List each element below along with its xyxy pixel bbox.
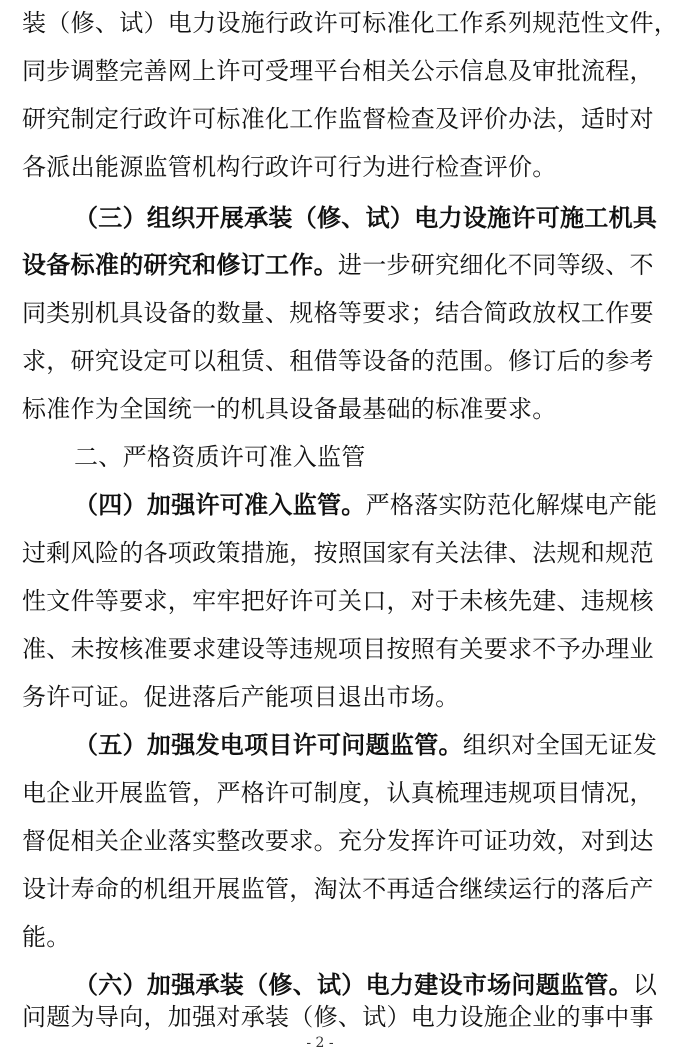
body-line bbox=[22, 826, 654, 856]
heading-text: （四）加强许可准入监管。 bbox=[74, 490, 366, 519]
body-line bbox=[22, 298, 654, 328]
body-line bbox=[22, 152, 622, 182]
line-text: 督促相关企业落实整改要求。充分发挥许可证功效，对到达 bbox=[22, 827, 654, 855]
line-text: 性文件等要求，牢牢把好许可关口，对于未核先建、违规核 bbox=[22, 587, 654, 615]
body-line bbox=[22, 682, 622, 712]
body-line bbox=[22, 1002, 654, 1032]
body-line bbox=[22, 394, 622, 424]
line-text: 进一步研究细化不同等级、不 bbox=[337, 251, 654, 279]
body-line bbox=[22, 586, 654, 616]
line-text: 电企业开展监管，严格许可制度，认真梳理违规项目情况， bbox=[22, 779, 654, 807]
section-heading-4 bbox=[74, 490, 658, 520]
body-line bbox=[22, 8, 678, 38]
line-text: 组织对全国无证发 bbox=[462, 731, 658, 759]
section-heading-3 bbox=[74, 203, 658, 233]
heading-text: 二、严格资质许可准入监管 bbox=[74, 443, 366, 471]
line-text: 问题为导向，加强对承装（修、试）电力设施企业的事中事 bbox=[22, 1003, 654, 1031]
body-line bbox=[22, 538, 654, 568]
heading-text: 设备标准的研究和修订工作。 bbox=[22, 250, 338, 279]
line-text: 以 bbox=[632, 971, 658, 999]
body-line bbox=[22, 346, 654, 376]
line-text: 务许可证。促进落后产能项目退出市场。 bbox=[22, 683, 460, 711]
body-line bbox=[22, 104, 654, 134]
page-number: - 2 - bbox=[306, 1035, 334, 1051]
heading-text: （五）加强发电项目许可问题监管。 bbox=[74, 730, 463, 759]
section-heading-6 bbox=[74, 970, 658, 1000]
line-text: 严格落实防范化解煤电产能 bbox=[365, 491, 658, 519]
line-text: 同类别机具设备的数量、规格等要求；结合简政放权工作要 bbox=[22, 299, 654, 327]
line-text: 各派出能源监管机构行政许可行为进行检查评价。 bbox=[22, 153, 557, 181]
body-line bbox=[22, 250, 654, 280]
body-line bbox=[22, 778, 654, 808]
section-heading-5 bbox=[74, 730, 658, 760]
line-text: 求，研究设定可以租赁、租借等设备的范围。修订后的参考 bbox=[22, 347, 654, 375]
body-line bbox=[22, 922, 622, 952]
line-text: 设计寿命的机组开展监管，淘汰不再适合继续运行的落后产 bbox=[22, 875, 654, 903]
line-text: 过剩风险的各项政策措施，按照国家有关法律、法规和规范 bbox=[22, 539, 654, 567]
body-line bbox=[22, 56, 654, 86]
heading-text: （六）加强承装（修、试）电力建设市场问题监管。 bbox=[74, 970, 633, 999]
line-text: 同步调整完善网上许可受理平台相关公示信息及审批流程， bbox=[22, 57, 654, 85]
line-text: 研究制定行政许可标准化工作监督检查及评价办法，适时对 bbox=[22, 105, 654, 133]
heading-text: （三）组织开展承装（修、试）电力设施许可施工机具 bbox=[74, 203, 658, 232]
section-heading-2 bbox=[74, 442, 622, 472]
body-line bbox=[22, 874, 654, 904]
line-text: 准、未按核准要求建设等违规项目按照有关要求不予办理业 bbox=[22, 635, 654, 663]
line-text: 标准作为全国统一的机具设备最基础的标准要求。 bbox=[22, 395, 557, 423]
body-line bbox=[22, 634, 654, 664]
line-text: 装（修、试）电力设施行政许可标准化工作系列规范性文件， bbox=[22, 9, 678, 37]
line-text: 能。 bbox=[22, 923, 71, 951]
